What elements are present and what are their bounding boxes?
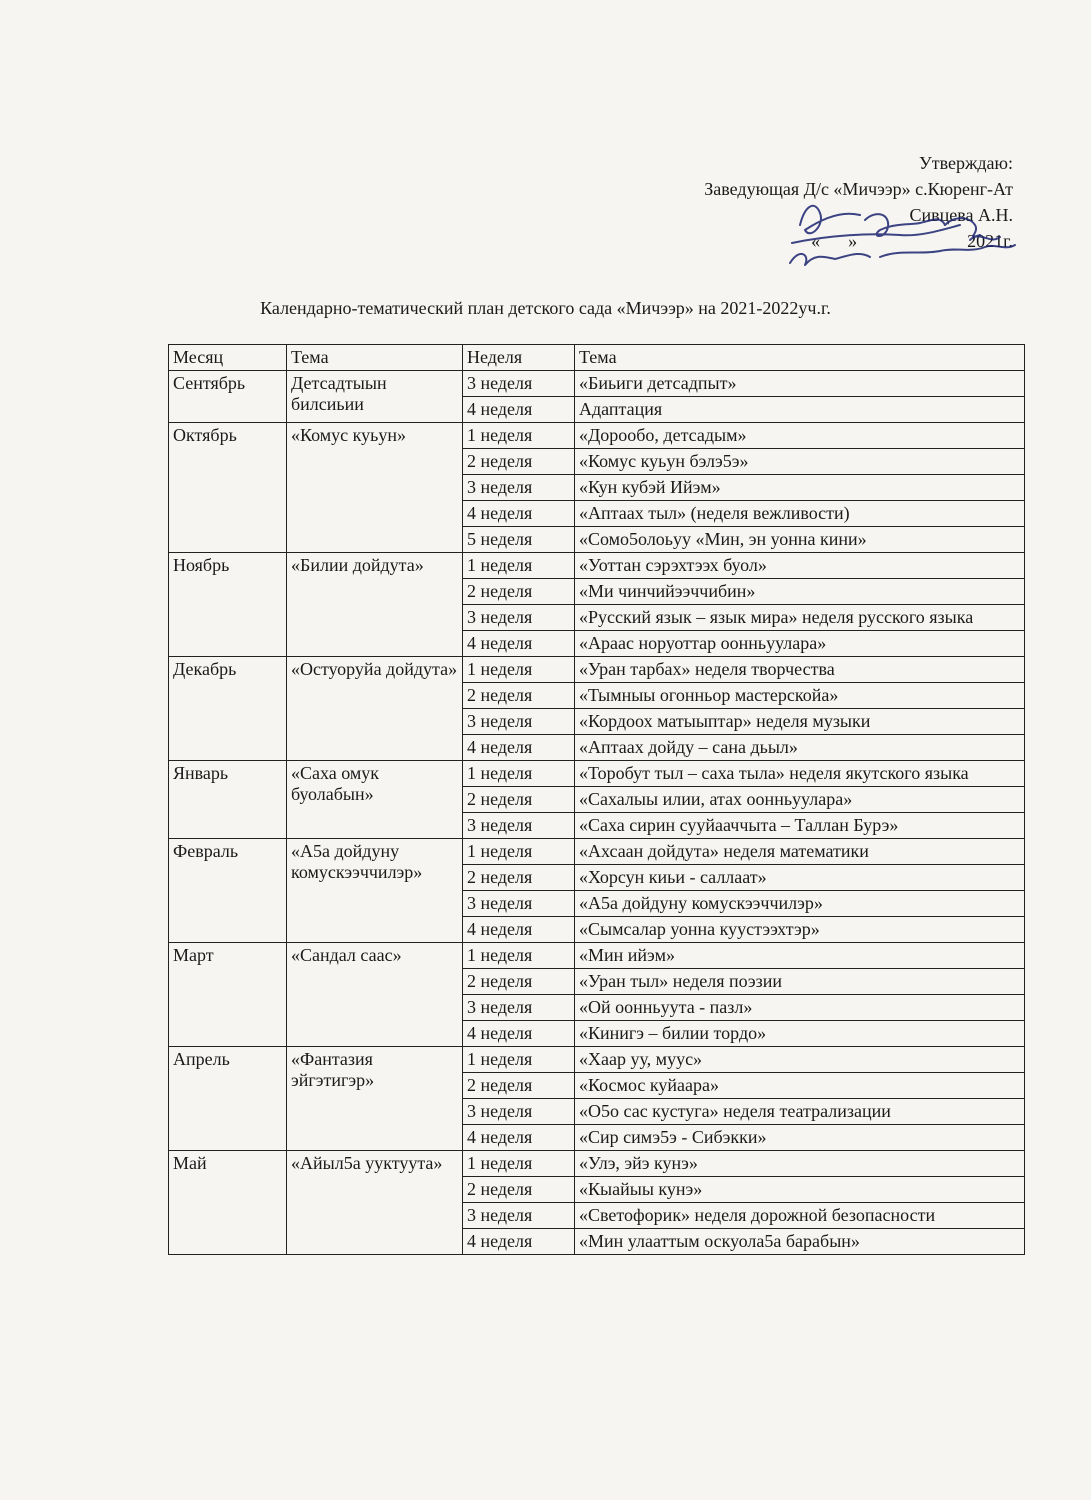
table-row: [169, 657, 1025, 683]
handwritten-signature: [770, 185, 1030, 280]
week-cell: 2 неделя: [463, 969, 575, 995]
week-cell: 3 неделя: [463, 1203, 575, 1229]
topic-cell: «Сомо5олоьуу «Мин, эн уонна кини»: [575, 527, 1025, 553]
table-row: [169, 1151, 1025, 1177]
topic-cell: «Сир симэ5э - Сибэкки»: [575, 1125, 1025, 1151]
topic-cell: «Хорсун киьи - саллаат»: [575, 865, 1025, 891]
topic-cell: «Кинигэ – билии тордо»: [575, 1021, 1025, 1047]
week-cell: 4 неделя: [463, 735, 575, 761]
week-cell: 3 неделя: [463, 371, 575, 397]
week-cell: 3 неделя: [463, 995, 575, 1021]
month-cell: Январь: [169, 761, 287, 839]
plan-table: [168, 344, 1025, 1255]
week-cell: 3 неделя: [463, 709, 575, 735]
week-cell: 1 неделя: [463, 839, 575, 865]
month-cell: Сентябрь: [169, 371, 287, 423]
week-cell: 3 неделя: [463, 813, 575, 839]
theme-cell: «Фантазия эйгэтигэр»: [287, 1047, 463, 1151]
header-row: [169, 345, 1025, 371]
topic-cell: «Сымсалар уонна куустээхтэр»: [575, 917, 1025, 943]
topic-cell: «Уоттан сэрэхтээх буол»: [575, 553, 1025, 579]
topic-cell: «Хаар уу, муус»: [575, 1047, 1025, 1073]
week-cell: 4 неделя: [463, 1125, 575, 1151]
topic-cell: «Дорообо, детсадым»: [575, 423, 1025, 449]
week-cell: 1 неделя: [463, 1047, 575, 1073]
table-row: [169, 371, 1025, 397]
topic-cell: «Мин улааттым оскуола5а барабын»: [575, 1229, 1025, 1255]
topic-cell: «Торобут тыл – саха тыла» неделя якутского языка: [575, 761, 1025, 787]
topic-cell: Адаптация: [575, 397, 1025, 423]
topic-cell: «Аптаах дойду – сана дьыл»: [575, 735, 1025, 761]
week-cell: 1 неделя: [463, 657, 575, 683]
week-cell: 1 неделя: [463, 943, 575, 969]
week-cell: 1 неделя: [463, 423, 575, 449]
month-cell: Февраль: [169, 839, 287, 943]
topic-cell: «Кордоох матыыптар» неделя музыки: [575, 709, 1025, 735]
week-cell: 2 неделя: [463, 787, 575, 813]
topic-cell: «Аптаах тыл» (неделя вежливости): [575, 501, 1025, 527]
week-cell: 2 неделя: [463, 1177, 575, 1203]
week-cell: 5 неделя: [463, 527, 575, 553]
topic-cell: «Ой оонньуута - пазл»: [575, 995, 1025, 1021]
table-row: [169, 943, 1025, 969]
header-topic: Тема: [575, 345, 1025, 371]
topic-cell: «Ми чинчийээччибин»: [575, 579, 1025, 605]
week-cell: 4 неделя: [463, 1021, 575, 1047]
topic-cell: «Кун кубэй Ийэм»: [575, 475, 1025, 501]
week-cell: 2 неделя: [463, 865, 575, 891]
table-row: [169, 1047, 1025, 1073]
topic-cell: «Саха сирин сууйааччыта – Таллан Бурэ»: [575, 813, 1025, 839]
topic-cell: «Кыайыы кунэ»: [575, 1177, 1025, 1203]
month-cell: Май: [169, 1151, 287, 1255]
topic-cell: «Улэ, эйэ кунэ»: [575, 1151, 1025, 1177]
topic-cell: «Сахалыы илии, атах оонньуулара»: [575, 787, 1025, 813]
topic-cell: «Комус куьун бэлэ5э»: [575, 449, 1025, 475]
approval-position: Заведующая Д/с «Мичээр» с.Кюренг-Ат: [704, 179, 1013, 199]
header-week: Неделя: [463, 345, 575, 371]
theme-cell: «Саха омук буолабын»: [287, 761, 463, 839]
topic-cell: «Ахсаан дойдута» неделя математики: [575, 839, 1025, 865]
header-month: Месяц: [169, 345, 287, 371]
approval-heading: Утверждаю:: [918, 153, 1013, 173]
month-cell: Октябрь: [169, 423, 287, 553]
week-cell: 2 неделя: [463, 449, 575, 475]
topic-cell: «Араас норуоттар оонньуулара»: [575, 631, 1025, 657]
topic-cell: «Космос куйаара»: [575, 1073, 1025, 1099]
week-cell: 2 неделя: [463, 579, 575, 605]
week-cell: 2 неделя: [463, 683, 575, 709]
table-row: [169, 553, 1025, 579]
theme-cell: «Айыл5а ууктуута»: [287, 1151, 463, 1255]
theme-cell: «Билии дойдута»: [287, 553, 463, 657]
week-cell: 4 неделя: [463, 501, 575, 527]
week-cell: 3 неделя: [463, 605, 575, 631]
approval-date: « » 2021г.: [811, 231, 1013, 251]
week-cell: 2 неделя: [463, 1073, 575, 1099]
week-cell: 1 неделя: [463, 1151, 575, 1177]
topic-cell: «Уран тарбах» неделя творчества: [575, 657, 1025, 683]
theme-cell: «Остуоруйа дойдута»: [287, 657, 463, 761]
week-cell: 4 неделя: [463, 1229, 575, 1255]
header-theme: Тема: [287, 345, 463, 371]
topic-cell: «Светофорик» неделя дорожной безопасности: [575, 1203, 1025, 1229]
month-cell: Март: [169, 943, 287, 1047]
document-title: Календарно-тематический план детского сада «Мичээр» на 2021-2022уч.г.: [260, 298, 831, 318]
topic-cell: «Биьиги детсадпыт»: [575, 371, 1025, 397]
approval-name: Сивцева А.Н.: [909, 205, 1013, 225]
week-cell: 4 неделя: [463, 631, 575, 657]
theme-cell: Детсадтыын билсиьии: [287, 371, 463, 423]
table-row: [169, 839, 1025, 865]
month-cell: Апрель: [169, 1047, 287, 1151]
topic-cell: «А5а дойдуну комускээччилэр»: [575, 891, 1025, 917]
topic-cell: «Мин ийэм»: [575, 943, 1025, 969]
week-cell: 4 неделя: [463, 397, 575, 423]
month-cell: Ноябрь: [169, 553, 287, 657]
week-cell: 3 неделя: [463, 891, 575, 917]
topic-cell: «Уран тыл» неделя поэзии: [575, 969, 1025, 995]
table-row: [169, 423, 1025, 449]
week-cell: 3 неделя: [463, 1099, 575, 1125]
week-cell: 1 неделя: [463, 553, 575, 579]
month-cell: Декабрь: [169, 657, 287, 761]
theme-cell: «А5а дойдуну комускээччилэр»: [287, 839, 463, 943]
week-cell: 1 неделя: [463, 761, 575, 787]
week-cell: 4 неделя: [463, 917, 575, 943]
theme-cell: «Сандал саас»: [287, 943, 463, 1047]
topic-cell: «Русский язык – язык мира» неделя русского языка: [575, 605, 1025, 631]
week-cell: 3 неделя: [463, 475, 575, 501]
topic-cell: «О5о сас кустуга» неделя театрализации: [575, 1099, 1025, 1125]
theme-cell: «Комус куьун»: [287, 423, 463, 553]
table-row: [169, 761, 1025, 787]
topic-cell: «Тымныы огонньор мастерскойа»: [575, 683, 1025, 709]
